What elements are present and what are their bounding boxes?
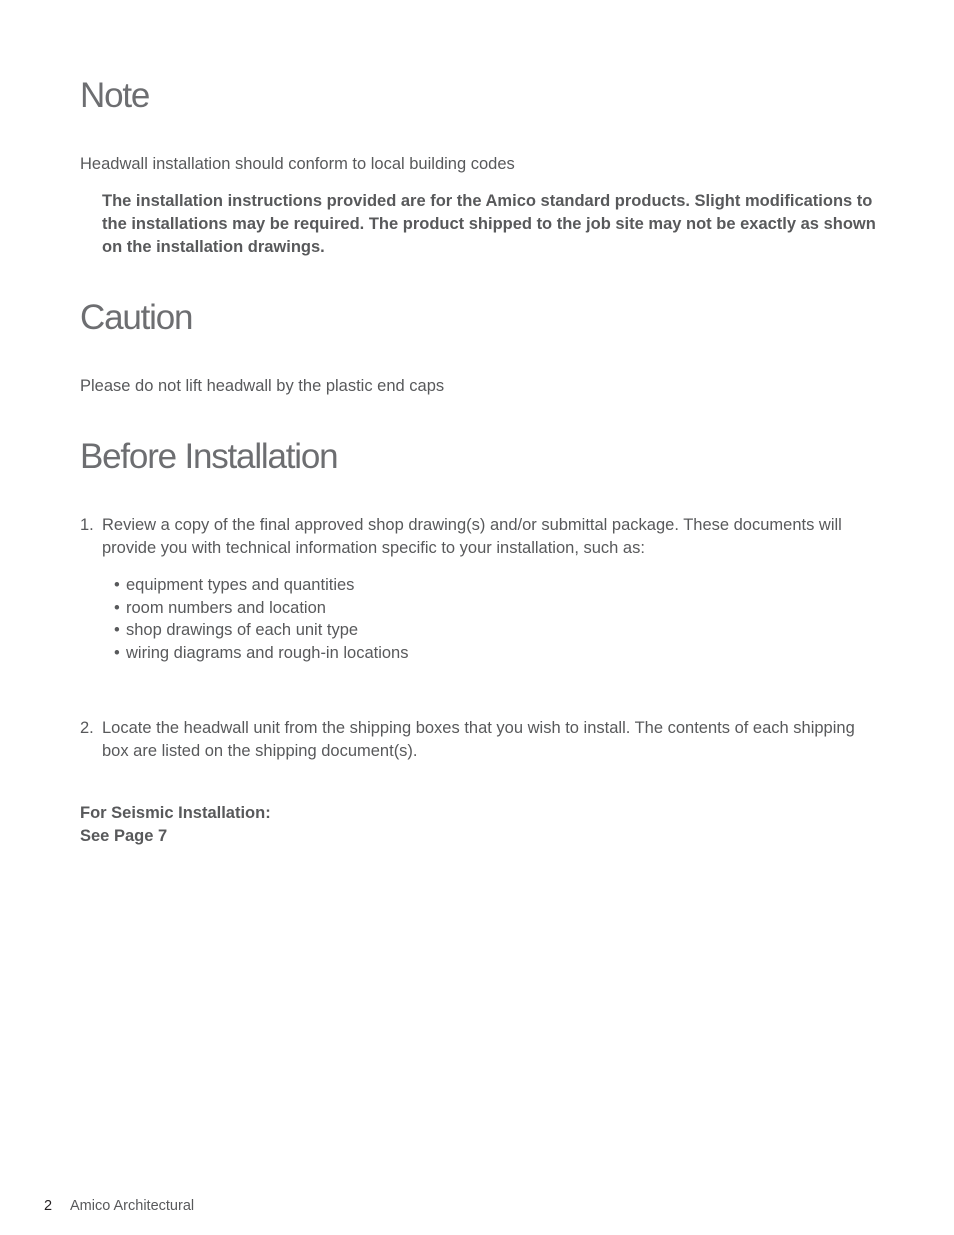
- bullet-text: wiring diagrams and rough-in locations: [126, 643, 409, 662]
- page-footer: [44, 1196, 194, 1216]
- caution-heading: Caution: [80, 298, 193, 337]
- note-building-codes-text: Headwall installation should conform to local building codes: [80, 155, 515, 173]
- bullet-text: room numbers and location: [126, 598, 326, 617]
- list-item: [114, 574, 408, 597]
- before-installation-heading: Before Installation: [80, 437, 338, 476]
- note-disclaimer-text: The installation instructions provided are for the Amico standard products. Slight modifications to the installations may be required. The product shipped to the job site may not be exactly as shown on the installation drawings.: [102, 192, 876, 256]
- page-number: 2: [44, 1198, 53, 1214]
- footer-company-name: Amico Architectural: [70, 1198, 195, 1214]
- bullet-icon: •: [114, 643, 120, 662]
- list-item-text: Review a copy of the final approved shop drawing(s) and/or submittal package. These documents will provide you with technical information specific to your installation, such as:: [102, 516, 842, 557]
- list-item-number: 2.: [80, 719, 94, 737]
- list-item: [80, 514, 870, 560]
- bullet-text: equipment types and quantities: [126, 576, 355, 594]
- bullet-icon: •: [114, 621, 120, 640]
- bullet-icon: •: [114, 598, 120, 617]
- list-item: [114, 619, 408, 642]
- list-item: [114, 642, 408, 665]
- caution-text: Please do not lift headwall by the plastic end caps: [80, 377, 445, 395]
- requirements-bullet-list: [114, 574, 408, 664]
- seismic-page-reference[interactable]: See Page 7: [80, 827, 168, 845]
- list-item: [114, 597, 408, 620]
- note-heading: Note: [80, 76, 150, 115]
- bullet-text: shop drawings of each unit type: [126, 621, 359, 640]
- list-item: [80, 717, 870, 763]
- seismic-label: For Seismic Installation:: [80, 804, 271, 822]
- list-item-text: Locate the headwall unit from the shipping boxes that you wish to install. The contents of each shipping box are listed on the shipping document(s).: [102, 719, 855, 760]
- seismic-installation-note: [80, 802, 271, 848]
- list-item-number: 1.: [80, 516, 94, 534]
- bullet-icon: •: [114, 576, 120, 594]
